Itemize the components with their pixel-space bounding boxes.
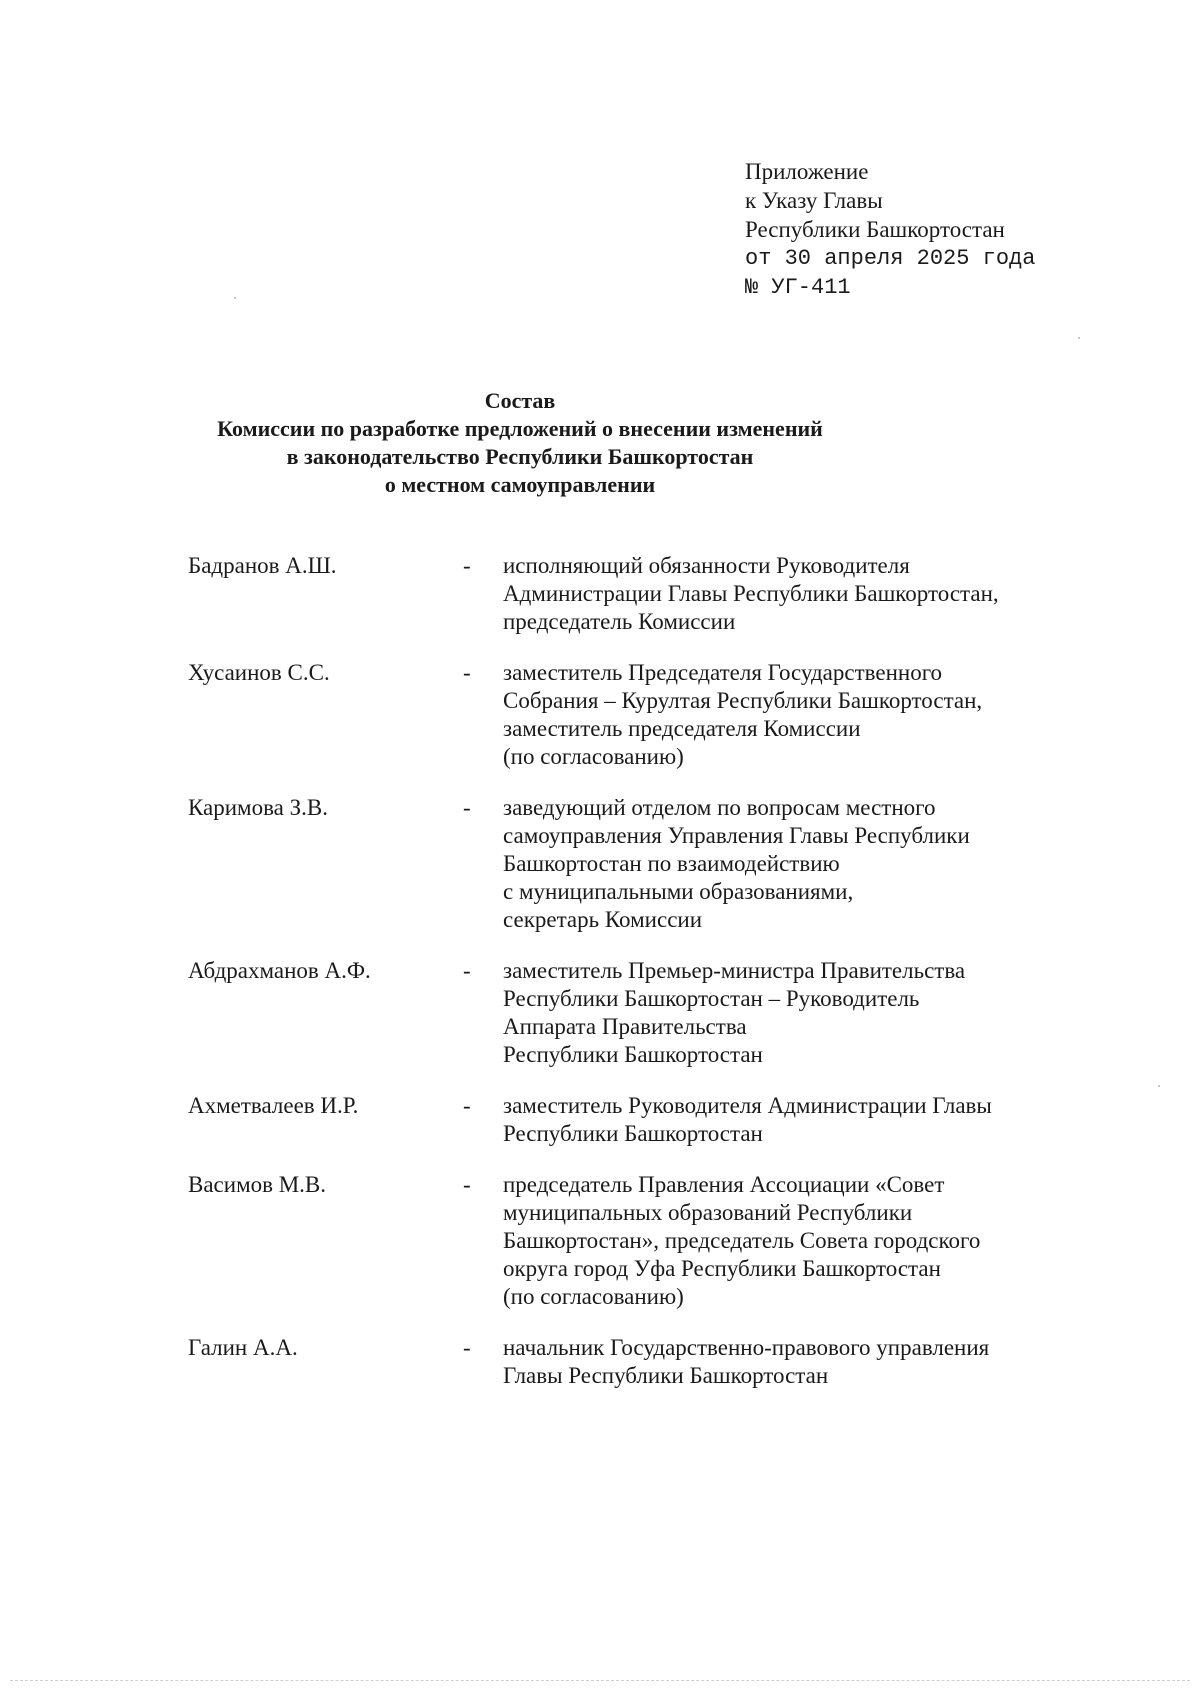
- member-position-line: заместитель Премьер-министра Правительства: [503, 958, 966, 983]
- member-name: Хусаинов С.С.: [188, 660, 330, 685]
- member-position-line: заместитель Руководителя Администрации Главы: [503, 1093, 992, 1118]
- appendix-label: Приложение: [745, 159, 869, 184]
- appendix-republic: Республики Башкортостан: [745, 217, 1005, 242]
- member-position-line: исполняющий обязанности Руководителя: [503, 553, 910, 578]
- member-position-line: (по согласованию): [503, 744, 684, 769]
- member-position-line: председатель Комиссии: [503, 609, 736, 634]
- member-position-line: заведующий отделом по вопросам местного: [503, 795, 936, 820]
- member-position: [503, 1171, 1108, 1311]
- member-position-line: заместитель Председателя Государственного: [503, 660, 943, 685]
- heading-line-2: в законодательство Республики Башкортостан: [286, 444, 754, 469]
- member-position-line: муниципальных образований Республики: [503, 1200, 913, 1225]
- member-row: [188, 1334, 1108, 1390]
- member-row: [188, 1171, 1108, 1311]
- member-position: [503, 957, 1108, 1069]
- member-dash: -: [463, 958, 471, 983]
- member-name: Абдрахманов А.Ф.: [188, 958, 371, 983]
- member-position-line: с муниципальными образованиями,: [503, 879, 854, 904]
- member-position-line: заместитель председателя Комиссии: [503, 716, 861, 741]
- member-row: [188, 1092, 1108, 1148]
- member-position-line: Республики Башкортостан: [503, 1121, 763, 1146]
- document-heading: [180, 387, 860, 499]
- heading-line-1: Комиссии по разработке предложений о внесении изменений: [217, 416, 823, 441]
- member-name: Васимов М.В.: [188, 1172, 327, 1197]
- member-position-line: Администрации Главы Республики Башкортостан,: [503, 581, 999, 606]
- scan-speck: [1158, 1085, 1160, 1087]
- member-row: [188, 659, 1108, 771]
- member-position-line: самоуправления Управления Главы Республики: [503, 823, 970, 848]
- member-position-line: Республики Башкортостан: [503, 1042, 763, 1067]
- member-position-line: (по согласованию): [503, 1284, 684, 1309]
- member-position: [503, 1092, 1108, 1148]
- member-position: [503, 659, 1108, 771]
- member-row: [188, 957, 1108, 1069]
- member-position-line: начальник Государственно-правового управления: [503, 1335, 990, 1360]
- member-row: [188, 794, 1108, 934]
- appendix-decree-ref: к Указу Главы: [745, 188, 883, 213]
- member-dash: -: [463, 1335, 471, 1360]
- page-bottom-border: [10, 1680, 1190, 1681]
- member-position-line: округа город Уфа Республики Башкортостан: [503, 1256, 941, 1281]
- member-name: Ахметвалеев И.Р.: [188, 1093, 359, 1118]
- heading-line-3: о местном самоуправлении: [384, 472, 656, 497]
- member-position-line: Башкортостан по взаимодействию: [503, 851, 840, 876]
- member-position-line: Башкортостан», председатель Совета городского: [503, 1228, 981, 1253]
- member-row: [188, 552, 1108, 636]
- member-name: Бадранов А.Ш.: [188, 553, 337, 578]
- member-position-line: Собрания – Курултая Республики Башкортостан,: [503, 688, 983, 713]
- member-name: Каримова З.В.: [188, 795, 328, 820]
- member-dash: -: [463, 1093, 471, 1118]
- scan-speck: [1078, 337, 1080, 339]
- member-position: [503, 552, 1108, 636]
- member-dash: -: [463, 1172, 471, 1197]
- member-position-line: председатель Правления Ассоциации «Совет: [503, 1172, 945, 1197]
- appendix-date: от 30 апреля 2025 года: [745, 246, 1036, 271]
- member-dash: -: [463, 553, 471, 578]
- member-position: [503, 794, 1108, 934]
- member-position-line: Главы Республики Башкортостан: [503, 1363, 829, 1388]
- member-position: [503, 1334, 1108, 1390]
- member-dash: -: [463, 795, 471, 820]
- member-name: Галин А.А.: [188, 1335, 298, 1360]
- member-position-line: Республики Башкортостан – Руководитель: [503, 986, 920, 1011]
- appendix-number: № УГ-411: [745, 275, 851, 300]
- scan-speck: [234, 297, 236, 299]
- appendix-block: [745, 157, 1035, 302]
- heading-title: Состав: [484, 388, 556, 413]
- member-dash: -: [463, 660, 471, 685]
- member-position-line: Аппарата Правительства: [503, 1014, 747, 1039]
- member-position-line: секретарь Комиссии: [503, 907, 703, 932]
- members-list: [188, 552, 1108, 1413]
